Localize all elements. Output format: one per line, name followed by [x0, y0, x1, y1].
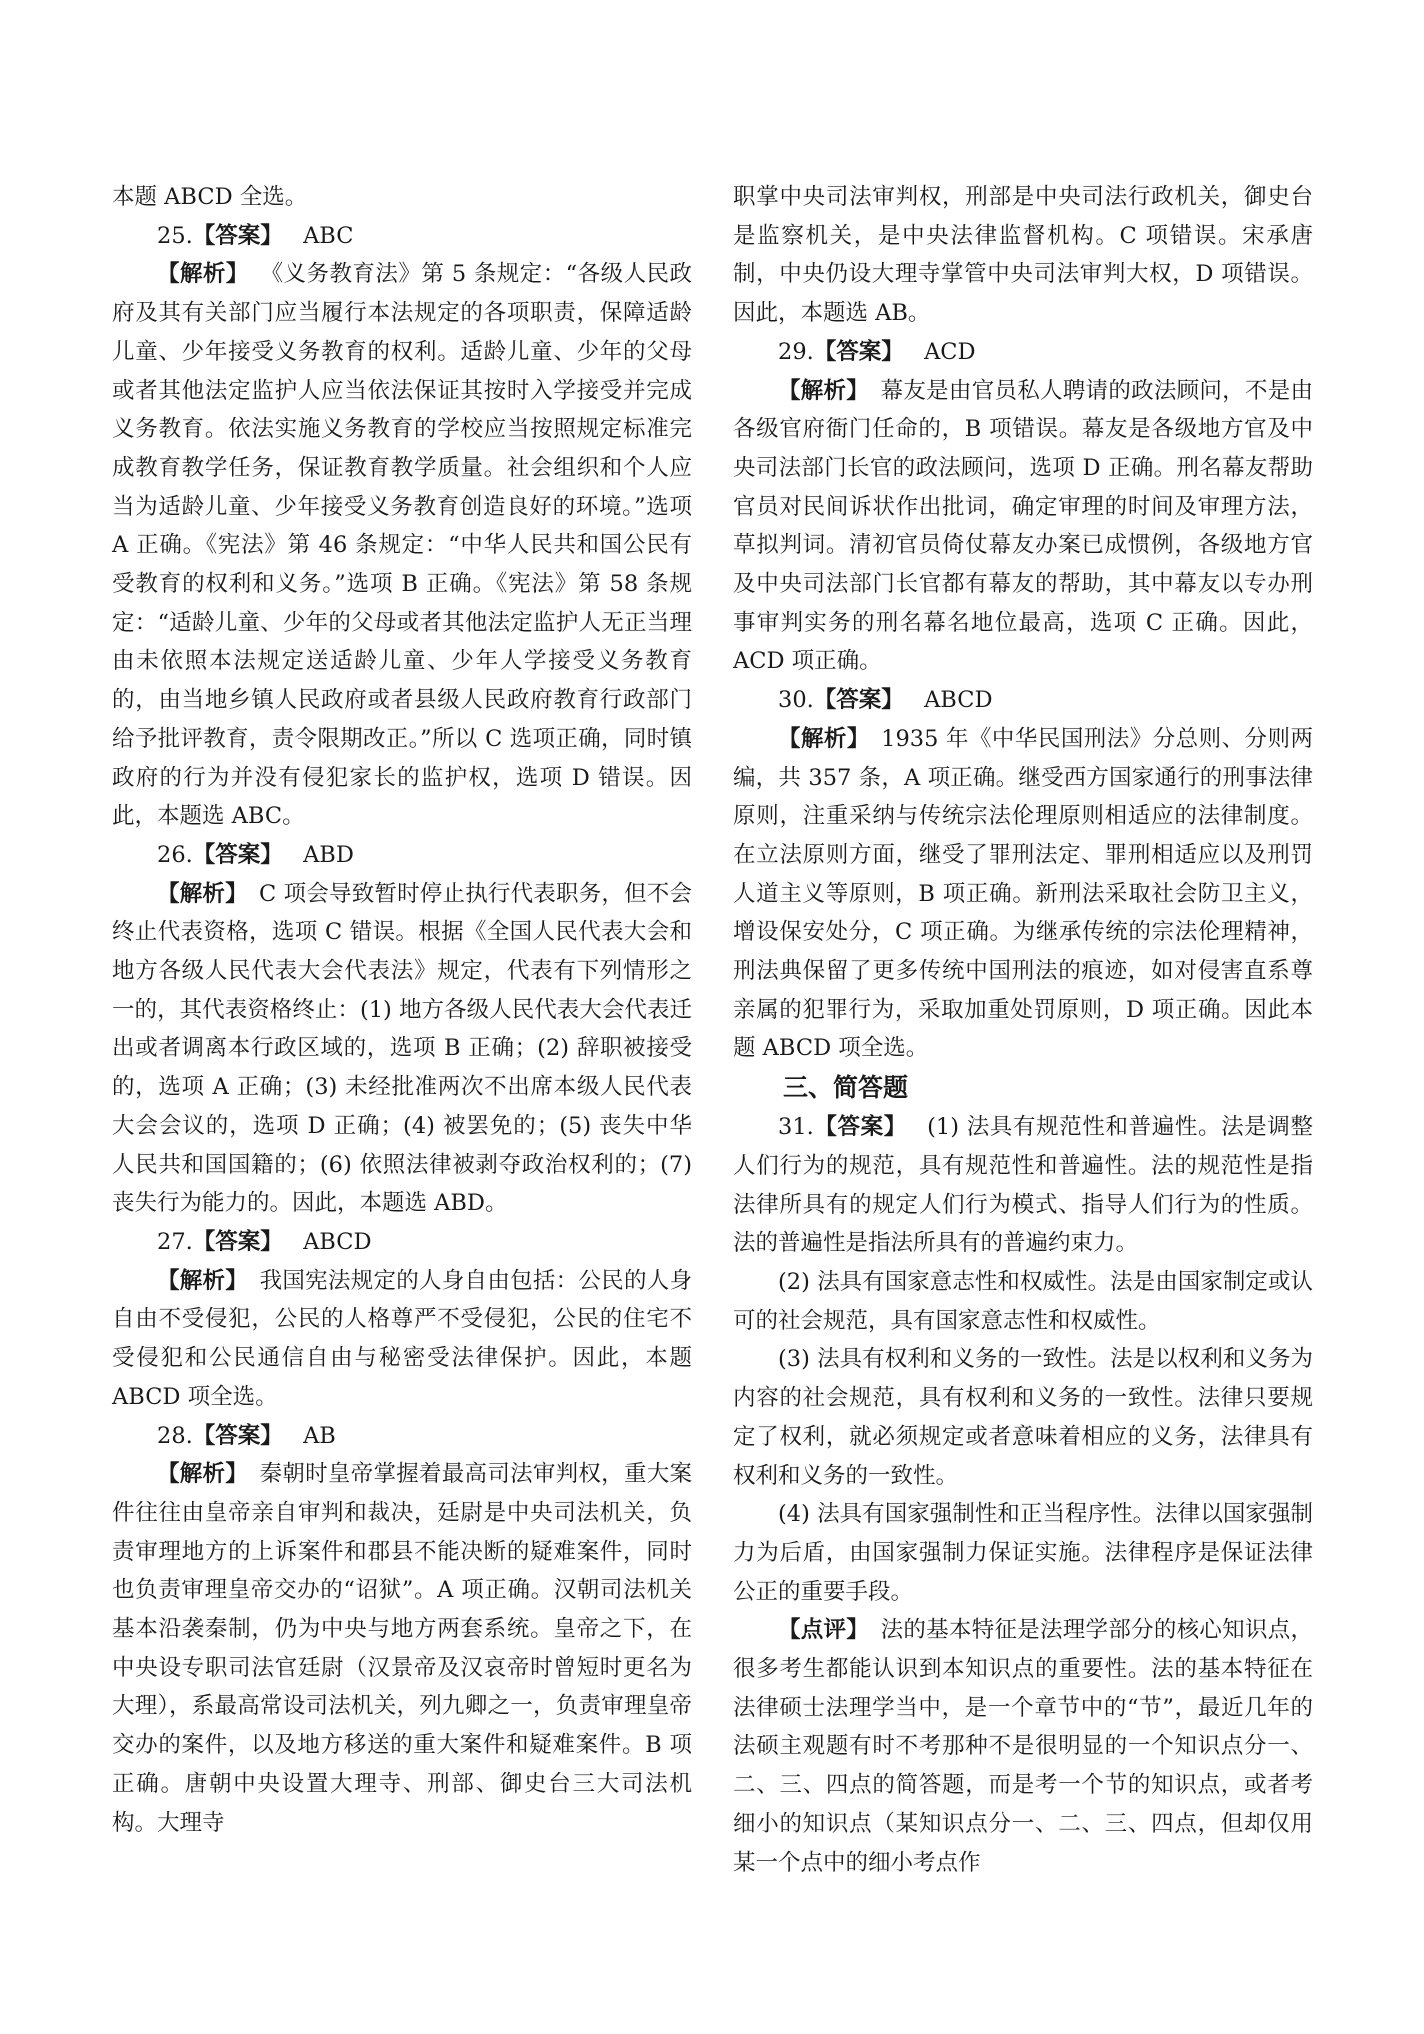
section-heading: 三、简答题: [783, 1073, 909, 1103]
answer-value: (1) 法具有规范性和普遍性。法是调整人们行为的规范，具有规范性和普遍性。法的规范性是指法律所具有的规定人们行为模式、指导人们行为的性质。法的普遍性是指法所具有的普遍约束力。: [733, 1114, 1313, 1257]
analysis-label: 【解析】: [157, 1267, 249, 1294]
answer-value: ABCD: [924, 687, 993, 714]
analysis-paragraph: [112, 1455, 692, 1842]
answer-line: [733, 681, 1313, 720]
analysis-text: 法的基本特征是法理学部分的核心知识点，很多考生都能认识到本知识点的重要性。法的基本特征在法律硕士法理学当中，是一个章节中的“节”，最近几年的法硕主观题有时不考那种不是很明显的一个知识点分一、二、三、四点的简答题，而是考一个节的知识点，或者考细小的知识点（某知识点分一、二、三、四点，但却仅用某一个点中的细小考点作: [733, 1617, 1313, 1876]
answer-line: [733, 1108, 1313, 1263]
answer-label: 【答案】: [813, 338, 904, 365]
paragraph: (4) 法具有国家强制性和正当程序性。法律以国家强制力为后盾，由国家强制力保证实施。法律程序是保证法律公正的重要手段。: [733, 1501, 1313, 1605]
answer-value: AB: [303, 1422, 336, 1449]
answer-line: [112, 1417, 692, 1456]
analysis-paragraph: [733, 1611, 1313, 1882]
question-number: 26.: [157, 841, 193, 868]
question-number: 28.: [157, 1422, 193, 1449]
question-number: 29.: [778, 338, 814, 365]
question-number: 31.: [778, 1114, 814, 1141]
answer-value: ABC: [303, 222, 354, 249]
answer-label: 【答案】: [192, 222, 283, 249]
answer-line: [112, 217, 692, 256]
analysis-text: 秦朝时皇帝掌握着最高司法审判权，重大案件往往由皇帝亲自审判和裁决，廷尉是中央司法机关，负责审理地方的上诉案件和郡县不能决断的疑难案件，同时也负责审理皇帝交办的“诏狱”。A 项正确。汉朝司法机关基本沿袭秦制，仍为中央与地方两套系统。皇帝之下，在中央设专职司法官廷尉（汉景帝及汉哀帝时曾短时更名为大理），系最高常设司法机关，列九卿之一，负责审理皇帝交办的案件，以及地方移送的重大案件和疑难案件。B 项正确。唐朝中央设置大理寺、刑部、御史台三大司法机构。大理寺: [112, 1461, 692, 1836]
question-number: 30.: [778, 687, 814, 714]
paragraph: (3) 法具有权利和义务的一致性。法是以权利和义务为内容的社会规范，具有权利和义务的一致性。法律只要规定了权利，就必须规定或者意味着相应的义务，法律具有权利和义务的一致性。: [733, 1346, 1313, 1489]
answer-line: [733, 333, 1313, 372]
question-number: 27.: [157, 1228, 193, 1255]
analysis-text: 我国宪法规定的人身自由包括：公民的人身自由不受侵犯，公民的人格尊严不受侵犯，公民的住宅不受侵犯和公民通信自由与秘密受法律保护。因此，本题 ABCD 项全选。: [112, 1267, 692, 1410]
analysis-label: 【解析】: [157, 1461, 249, 1488]
analysis-label: 【解析】: [778, 725, 870, 752]
answer-label: 【答案】: [813, 687, 904, 714]
answer-label: 【答案】: [813, 1114, 907, 1141]
analysis-label: 【点评】: [778, 1617, 870, 1644]
paragraph: 职掌中央司法审判权，刑部是中央司法行政机关，御史台是监察机关，是中央法律监督机构。C 项错误。宋承唐制，中央仍设大理寺掌管中央司法审判大权，D 项错误。因此，本题选 AB。: [733, 184, 1313, 327]
answer-label: 【答案】: [192, 1422, 283, 1449]
analysis-paragraph: [112, 255, 692, 836]
analysis-paragraph: [733, 720, 1313, 1068]
paragraph: 本题 ABCD 全选。: [112, 184, 308, 210]
analysis-text: C 项会导致暂时停止执行代表职务，但不会终止代表资格，选项 C 错误。根据《全国人民代表大会和地方各级人民代表大会代表法》规定，代表有下列情形之一的，其代表资格终止：(1) 地方各级人民代表大会代表迁出或者调离本行政区域的，选项 B 正确；(2) 辞职被接受的，选项 A 正确；(3) 未经批准两次不出席本级人民代表大会会议的，选项 D 正确；(4) 被罢免的；(5) 丧失中华人民共和国国籍的；(6) 依照法律被剥夺政治权利的；(7) 丧失行为能力的。因此，本题选 ABD。: [112, 880, 692, 1217]
analysis-label: 【解析】: [778, 377, 870, 404]
answer-value: ACD: [924, 338, 976, 365]
analysis-paragraph: [112, 875, 692, 1223]
answer-line: [112, 836, 692, 875]
right-column: [733, 178, 1313, 1882]
question-number: 25.: [157, 222, 193, 249]
analysis-text: 1935 年《中华民国刑法》分总则、分则两编，共 357 条，A 项正确。继受西方国家通行的刑事法律原则，注重采纳与传统宗法伦理原则相适应的法律制度。在立法原则方面，继受了罪刑法定、罪刑相适应以及刑罚人道主义等原则，B 项正确。新刑法采取社会防卫主义，增设保安处分，C 项正确。为继承传统的宗法伦理精神，刑法典保留了更多传统中国刑法的痕迹，如对侵害直系尊亲属的犯罪行为，采取加重处罚原则，D 项正确。因此本题 ABCD 项全选。: [733, 725, 1313, 1062]
analysis-text: 幕友是由官员私人聘请的政法顾问，不是由各级官府衙门任命的，B 项错误。幕友是各级地方官及中央司法部门长官的政法顾问，选项 D 正确。刑名幕友帮助官员对民间诉状作出批词，确定审理的时间及审理方法，草拟判词。清初官员倚仗幕友办案已成惯例，各级地方官及中央司法部门长官都有幕友的帮助，其中幕友以专办刑事审判实务的刑名幕名地位最高，选项 C 正确。因此，ACD 项正确。: [733, 377, 1313, 675]
left-column: [112, 178, 692, 1842]
answer-line: [112, 1223, 692, 1262]
analysis-text: 《义务教育法》第 5 条规定：“各级人民政府及其有关部门应当履行本法规定的各项职责，保障适龄儿童、少年接受义务教育的权利。适龄儿童、少年的父母或者其他法定监护人应当依法保证其按时入学接受并完成义务教育。依法实施义务教育的学校应当按照规定标准完成教育教学任务，保证教育教学质量。社会组织和个人应当为适龄儿童、少年接受义务教育创造良好的环境。”选项 A 正确。《宪法》第 46 条规定：“中华人民共和国公民有受教育的权利和义务。”选项 B 正确。《宪法》第 58 条规定：“适龄儿童、少年的父母或者其他法定监护人无正当理由未依照本法规定送适龄儿童、少年人学接受义务教育的，由当地乡镇人民政府或者县级人民政府教育行政部门给予批评教育，责令限期改正。”所以 C 选项正确，同时镇政府的行为并没有侵犯家长的监护权，选项 D 错误。因此，本题选 ABC。: [112, 261, 692, 830]
analysis-paragraph: [112, 1262, 692, 1417]
answer-value: ABCD: [303, 1228, 372, 1255]
answer-value: ABD: [303, 841, 354, 868]
analysis-paragraph: [733, 372, 1313, 682]
paragraph: (2) 法具有国家意志性和权威性。法是由国家制定或认可的社会规范，具有国家意志性和权威性。: [733, 1268, 1313, 1334]
answer-label: 【答案】: [192, 841, 283, 868]
analysis-label: 【解析】: [157, 880, 248, 907]
answer-label: 【答案】: [192, 1228, 283, 1255]
analysis-label: 【解析】: [157, 261, 249, 288]
